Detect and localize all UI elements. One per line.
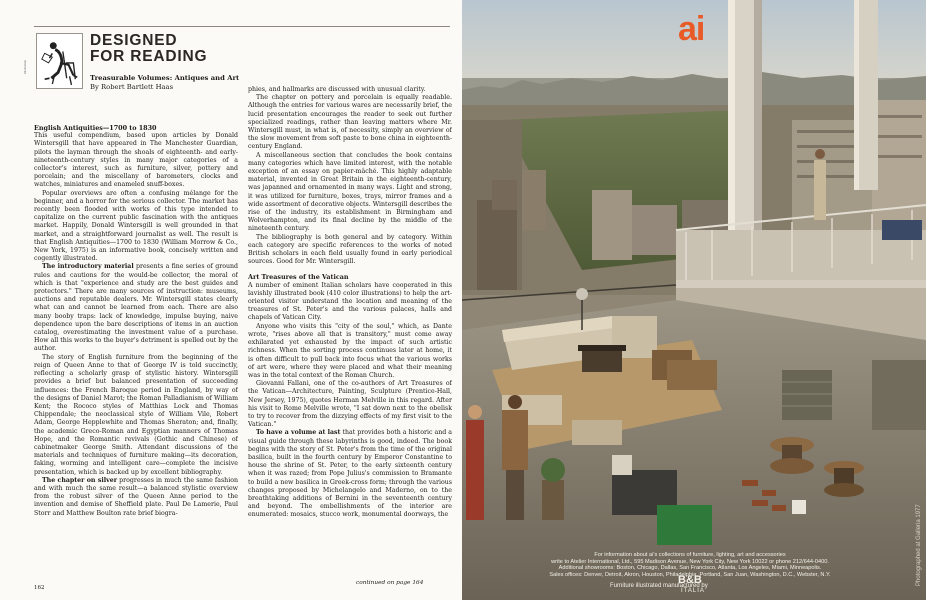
bb-italia-sublabel: ITALIA <box>681 588 705 594</box>
paragraph-lead-in: The chapter on silver <box>42 476 117 484</box>
paragraph: The chapter on pottery and porcelain is equally readable. Although the entries for various wares are necessarily brief, the lucid presentation encourages the reader to seek out further specialized readings, rather than leaving matters where Mr. Wintersgill must, in what is, of necessity, simply an overview of the slow movement from soft paste to bone china in eighteenth-century England. <box>248 94 452 151</box>
department-title-line-2: FOR READING <box>90 48 208 65</box>
department-title-line-1: DESIGNED <box>90 32 178 49</box>
paragraph: phies, and hallmarks are discussed with unusual clarity. <box>248 86 426 93</box>
text-column-2 <box>248 86 452 580</box>
continued-note: continued on page 164 <box>356 580 424 586</box>
paragraph: The story of English furniture from the beginning of the reign of Queen Anne to that of George IV is told succinctly, reflecting a scholarly grasp of stylistic history. Wintersgill provides a brief but balanced presentation of succeeding influences: the French Baroque period in England, by way of the designs of Daniel Marot; the Roman Palladianism of William Kent; the Rococo styles of Matthias Lock and Thomas Chippendale; the neoclassical style of William Vile, Robert Adam, George Hepplewhite and Thomas Sheraton; and, finally, the academic Greco-Roman and Egyptian manners of Thomas Hope, and the Romantic revivals (Gothic and Chinese) of cabinetmaker George Smith. Attendant discussions of the materials and techniques of furniture making—its decoration, faking, worming and intelligent care—complete the incisive presentation, which is backed up by excellent bibliography. <box>34 353 238 476</box>
man-reading-in-chair-icon <box>37 34 82 88</box>
info-line: For information about ai's collections of furniture, lighting, art and accessories <box>594 552 786 558</box>
info-line: Sales offices: Denver, Detroit, Akron, Houston, Philadelphia, Portland, San Juan, Washington, D.C., Webster, N.Y. <box>549 571 831 578</box>
paragraph: The bibliography is both general and by category. Within each category are specific references to the works of noted British scholars in each field usually found in early periodical sources. Good for Mr. Wintersgill. <box>248 233 452 266</box>
paragraph: A number of eminent Italian scholars have cooperated in this lavishly illustrated book (410 color illustrations) to help the art-oriented visitor understand the location and meaning of the treasures of St. Peter's and the various palaces, halls and chapels of Vatican City. <box>248 281 452 322</box>
top-rule <box>34 26 450 27</box>
illustration-caption: Illustration <box>24 60 27 75</box>
manufacturer-label: Furniture illustrated manufactured by <box>610 583 708 589</box>
section-heading-english-antiquities: English Antiquities—1700 to 1830 <box>34 124 157 132</box>
paragraph <box>248 429 452 519</box>
paragraph-lead-in: The introductory material <box>42 263 134 271</box>
section-heading-vatican: Art Treasures of the Vatican <box>248 273 349 282</box>
paragraph: This useful compendium, based upon articles by Donald Wintersgill that have appeared in The Manchester Guardian, pilots the layman through the shoals of eighteenth- and early-nineteenth-century styles in many major categories of a collector's interest, such as furniture, silver, pottery and porcelain; and the miscellany of barometers, clocks and watches, miniatures and enameled snuff-boxes. <box>34 132 238 189</box>
photo-credit: Photographed at Galleria 1977 <box>916 504 922 586</box>
paragraph: Giovanni Fallani, one of the co-authors of Art Treasures of the Vatican—Architecture, Painting, Sculpture (Prentice-Hall, New Jersey, 1975), quotes Herman Melville in this regard. After his visit to Rome Melville wrote, "I sat down next to the obelisk to try to recover from the dizzying effects of my first visit to the Vatican." <box>248 380 452 429</box>
article-title: Treasurable Volumes: Antiques and Art <box>90 74 240 82</box>
ai-brand-logo: ai <box>678 10 705 48</box>
paragraph-text: presents a fine series of ground rules and cautions for the would-be collector, the moral of which is that "experience and study are the best guides and protectors." There are many sources of instruction: museums, auctions and reputable dealers. Mr. Wintersgill states clearly what can and cannot be learned from each. There are also many booby traps: lack of knowledge, impulse buying, naive dependence upon the bare descriptions of items in an auction catalog, overestimating the investment value of a purchase. How all this works to the buyer's detriment is spelled out by the author. <box>34 263 238 353</box>
paragraph <box>34 477 238 518</box>
paragraph: A miscellaneous section that concludes the book contains many categories which have limited interest, with the notable exception of an essay on papier-mâché. This highly adaptable material, invented in Great Britain in the eighteenth-century, was japanned and ornamented in many ways. Light and strong, it was utilized for furniture, boxes, trays, mirror frames and a wide assortment of decorative objects. Wintersgill describes the rise of the industry, its establishment in Birmingham and Wolverhampton, and its final decline by the middle of the nineteenth century. <box>248 151 452 233</box>
department-title <box>90 33 290 65</box>
advertisement-page <box>462 0 926 600</box>
paragraph-text: that provides both a historic and a visual guide through these labyrinths is good, indeed. The book begins with the story of St. Peter's from the time of the original basilica, built in the fourth century by Emperor Constantine to house the shrine of St. Peter, to the early sixteenth century when it was razed; from Pope Julius's commission to Bramante to build a new basilica in Greek-cross form; through the various changes proposed by Michelangelo and Maderno, on to the breathtaking additions of Bernini in the seventeenth century and beyond. The embellishments of the interior are enumerated: mosaics, stucco work, monumental doorways, the <box>248 429 452 519</box>
page-number: 162 <box>34 585 45 591</box>
bb-italia-logo: B&B <box>678 574 702 586</box>
editorial-page <box>0 0 462 600</box>
paragraph: Popular overviews are often a confusing mélange for the beginner, and a horror for the serious collector. The market has recently been flooded with works of this type intended to capitalize on the current public fascination with the antiques market. Happily, Donald Wintersgill is well grounded in that market, and a straightforward journalist as well. The result is that English Antiquities—1700 to 1830 (William Morrow & Co., New York, 1975) is an informative book, concisely written and cogently illustrated. <box>34 189 238 263</box>
rooftop-terrace-photo <box>462 0 926 600</box>
info-line: Additional showrooms: Boston, Chicago, Dallas, San Francisco, Atlanta, Los Angeles, Miami, Minneapolis. <box>558 565 822 571</box>
reading-figure-illustration <box>36 33 83 89</box>
info-line: write to Atelier International, Ltd., 595 Madison Avenue, New York City, New York 10022 or phone 212/644-0400. <box>551 558 829 565</box>
paragraph: Anyone who visits this "city of the soul," which, as Dante wrote, "rises above all that is transitory," must come away exhilarated yet exhausted by the impact of such artistic richness. When the sorting process continues later at home, it is often difficult to pull back into focus what the various works of art were, where they were placed and what their meaning was in the total context of the Roman Church. <box>248 322 452 379</box>
paragraph-lead-in: To have a volume at last <box>256 429 341 437</box>
article-byline: By Robert Bartlett Haas <box>90 83 174 91</box>
paragraph <box>34 263 238 353</box>
paragraph-text: progresses in much the same fashion and with much the same result—a balanced stylistic overview from the robust silver of the Queen Anne period to the invention and demise of Sheffield plate. Paul De Lamerie, Paul Storr and Matthew Boulton rate brief biogra- <box>34 476 238 517</box>
text-column-1 <box>34 124 238 586</box>
